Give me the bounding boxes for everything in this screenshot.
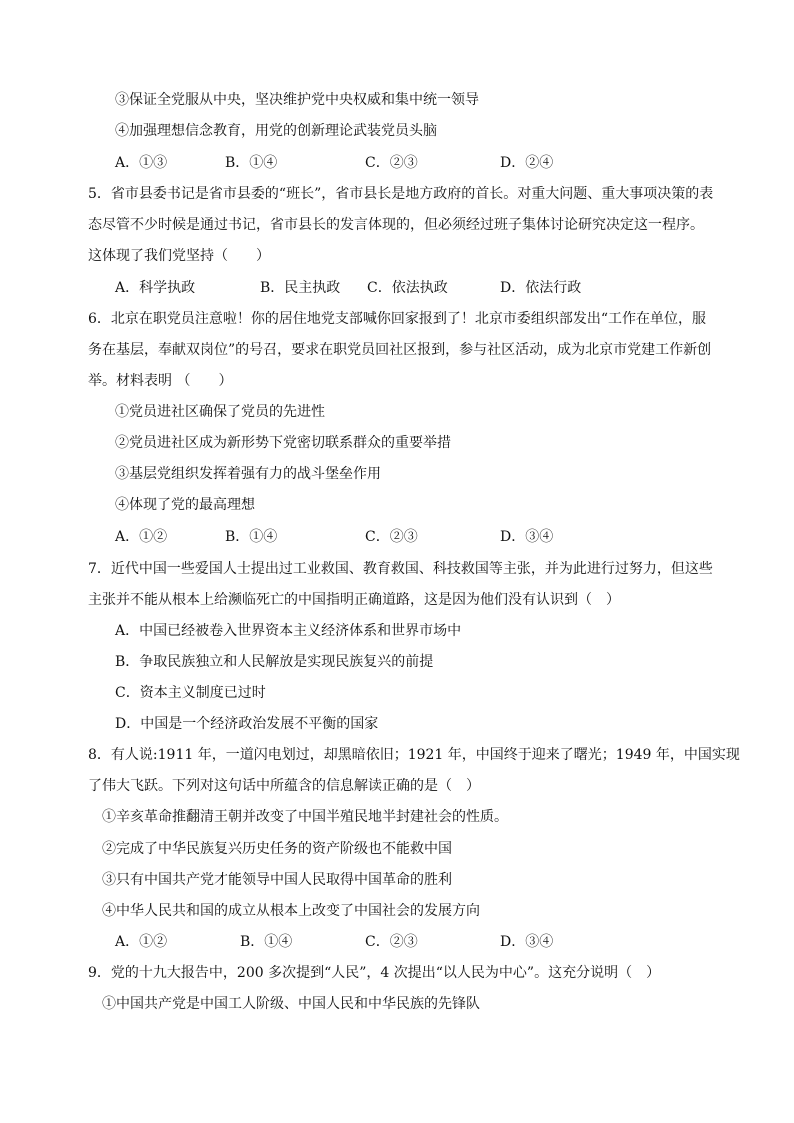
q5-stem-line-1: 5．省市县委书记是省市县委的“班长”，省市县长是地方政府的首长。对重大问题、重大事项决策的表 [88,186,714,202]
q6-item-4: ④体现了党的最高理想 [115,497,255,513]
q4-option-a: A．①③ [115,155,168,171]
q6-option-c: C．②③ [365,529,418,545]
q8-item-2: ②完成了中华民族复兴历史任务的资产阶级也不能救中国 [102,841,452,857]
q7-option-b: B．争取民族独立和人民解放是实现民族复兴的前提 [115,654,434,670]
q8-item-3: ③只有中国共产党才能领导中国人民取得中国革命的胜利 [102,872,452,888]
q8-item-1: ①辛亥革命推翻清王朝并改变了中国半殖民地半封建社会的性质。 [102,809,508,825]
q4-option-d: D．②④ [500,155,554,171]
q6-stem-line-2: 务在基层，奉献双岗位”的号召，要求在职党员回社区报到，参与社区活动，成为北京市党建工作新创 [88,342,712,358]
q8-item-4: ④中华人民共和国的成立从根本上改变了中国社会的发展方向 [102,903,480,919]
q9-stem-line-1: 9．党的十九大报告中，200 多次提到“人民”，4 次提出“以人民为中心”。这充分说明（ ） [88,965,661,981]
q4-item-3: ③保证全党服从中央，坚决维护党中央权威和集中统一领导 [115,92,479,108]
q8-option-b: B．①④ [240,934,293,950]
q7-stem-line-1: 7．近代中国一些爱国人士提出过工业救国、教育救国、科技救国等主张，并为此进行过努力，但这些 [88,561,713,577]
q5-option-d: D．依法行政 [500,280,582,296]
q7-option-d: D．中国是一个经济政治发展不平衡的国家 [115,716,379,732]
q7-option-a: A．中国已经被卷入世界资本主义经济体系和世界市场中 [115,623,462,639]
q6-option-a: A．①② [115,529,168,545]
q7-stem-line-2: 主张并不能从根本上给濒临死亡的中国指明正确道路，这是因为他们没有认识到（ ） [88,592,620,608]
q6-item-3: ③基层党组织发挥着强有力的战斗堡垒作用 [115,466,381,482]
q8-stem-line-1: 8．有人说:1911 年，一道闪电划过，却黑暗依旧；1921 年，中国终于迎来了曙光；1949 年，中国实现 [88,747,740,763]
q4-option-c: C．②③ [365,155,418,171]
q9-item-1: ①中国共产党是中国工人阶级、中国人民和中华民族的先锋队 [102,996,480,1012]
q5-option-b: B．民主执政 [260,280,341,296]
q5-option-c: C．依法执政 [367,280,448,296]
q4-option-b: B．①④ [225,155,278,171]
q4-item-4: ④加强理想信念教育，用党的创新理论武装党员头脑 [115,123,437,139]
q5-stem-line-3: 这体现了我们党坚持（ ） [88,248,270,264]
q6-stem-line-1: 6．北京在职党员注意啦！你的居住地党支部喊你回家报到了！北京市委组织部发出“工作在单位，服 [88,311,707,327]
q7-option-c: C．资本主义制度已过时 [115,685,266,701]
q6-option-b: B．①④ [225,529,278,545]
q5-option-a: A．科学执政 [115,280,196,296]
q6-item-2: ②党员进社区成为新形势下党密切联系群众的重要举措 [115,435,451,451]
q8-option-c: C．②③ [365,934,418,950]
q6-stem-line-3: 举。材料表明 （ ） [88,373,233,389]
q6-option-d: D．③④ [500,529,554,545]
q8-option-d: D．③④ [500,934,554,950]
q8-option-a: A．①② [115,934,168,950]
q8-stem-line-2: 了伟大飞跃。下列对这句话中所蕴含的信息解读正确的是（ ） [88,778,480,794]
q5-stem-line-2: 态尽管不少时候是通过书记，省市县长的发言体现的，但必须经过班子集体讨论研究决定这一程序。 [88,217,704,233]
q6-item-1: ①党员进社区确保了党员的先进性 [115,404,325,420]
